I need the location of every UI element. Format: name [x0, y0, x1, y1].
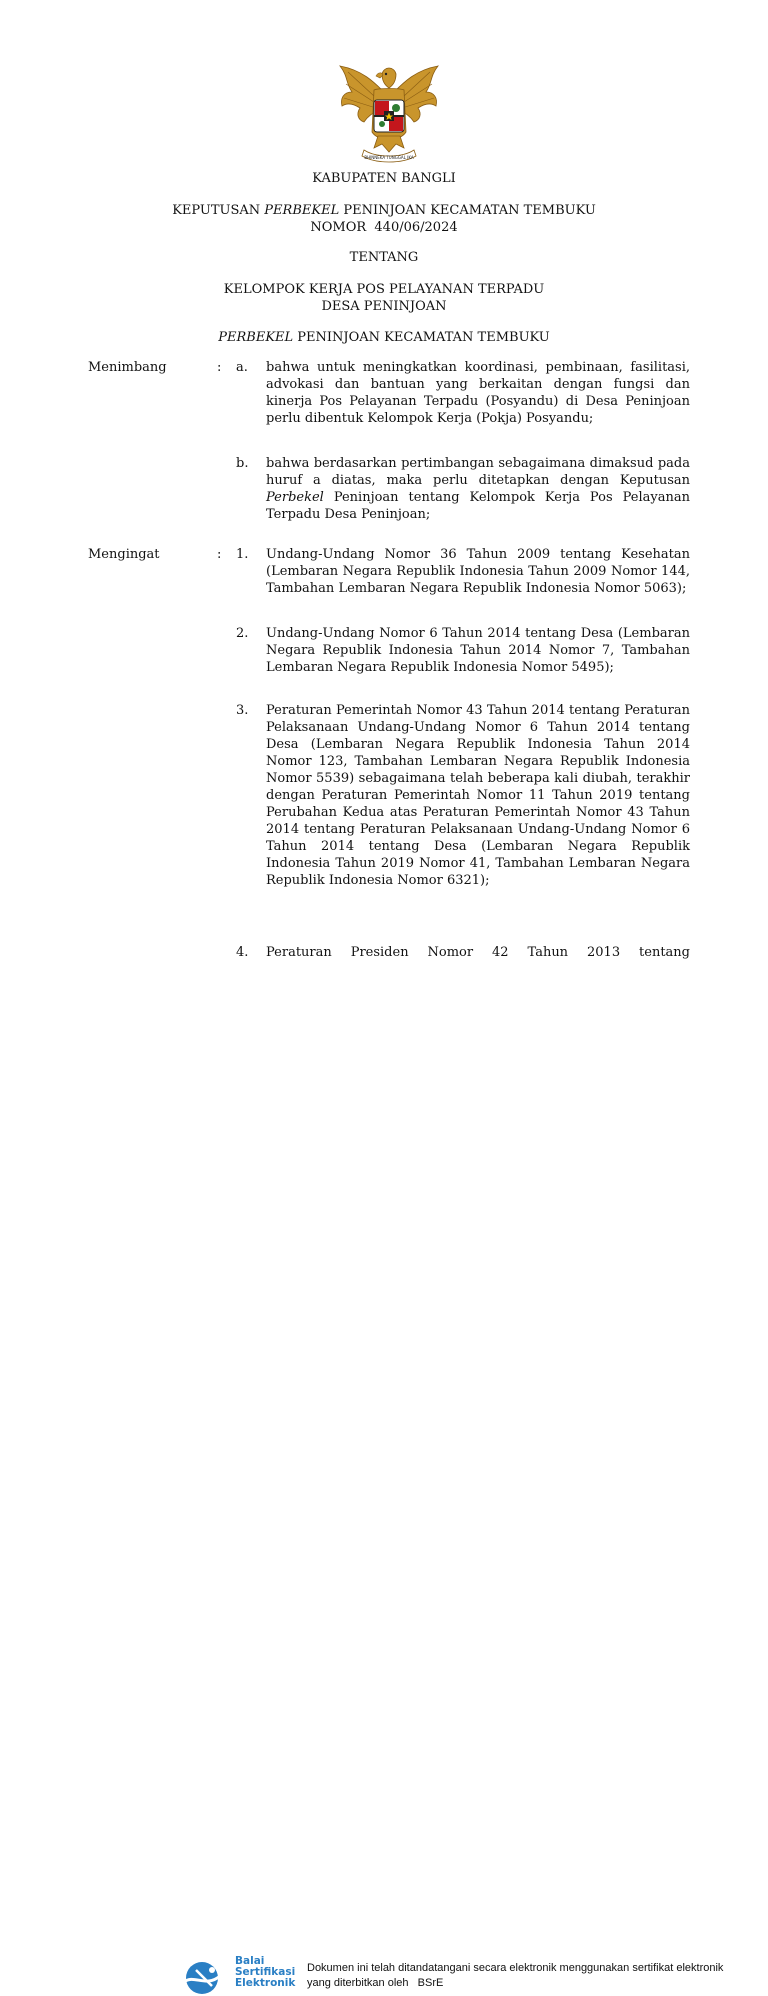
- menimbang-colon: :: [217, 360, 222, 375]
- mengingat-label: Mengingat: [88, 547, 160, 562]
- issuer-title: [0, 329, 768, 346]
- menimbang-marker-b: b.: [236, 456, 249, 471]
- menimbang-item-b-before: bahwa berdasarkan pertimbangan sebagaimana dimaksud pada huruf a diatas, maka perlu ditetapkan dengan Keputusan: [266, 456, 690, 488]
- menimbang-item-b-italic: Perbekel: [266, 490, 324, 505]
- signature-footer: [0, 976, 768, 1989]
- emblem-motto: BHINNEKA TUNGGAL IKA: [364, 155, 414, 160]
- issuer-suffix: PENINJOAN KECAMATAN TEMBUKU: [293, 330, 550, 345]
- mengingat-item-4: Peraturan Presiden Nomor 42 Tahun 2013 tentang: [266, 945, 690, 960]
- decree-italic: PERBEKEL: [264, 203, 340, 218]
- mengingat-marker-3: 3.: [236, 703, 249, 718]
- menimbang-label: Menimbang: [88, 360, 167, 375]
- signature-note-line-2: yang diterbitkan oleh BSrE: [307, 1977, 444, 1989]
- about-heading: TENTANG: [349, 250, 419, 265]
- mengingat-colon: :: [217, 547, 222, 562]
- mengingat-marker-4: 4.: [236, 945, 249, 960]
- mengingat-marker-2: 2.: [236, 626, 249, 641]
- bsre-line-2: Sertifikasi: [235, 1966, 296, 1978]
- bsre-line-1: Balai: [235, 1955, 265, 1967]
- bsre-logo-icon: [176, 1958, 232, 1996]
- subject-line-2: DESA PENINJOAN: [321, 299, 447, 314]
- mengingat-item-3: Peraturan Pemerintah Nomor 43 Tahun 2014 tentang Peraturan Pelaksanaan Undang-Undang Nomor 6 Tahun 2014 tentang Desa (Lembaran Negara Republik Indonesia Tahun 2014 Nomor 123, Tambahan Lembaran Negara Republik Indonesia Nomor 5539) sebagaimana telah beberapa kali diubah, terakhir dengan Peraturan Pemerintah Nomor 11 Tahun 2019 tentang Perubahan Kedua atas Peraturan Pemerintah Nomor 43 Tahun 2014 tentang Peraturan Pelaksanaan Undang-Undang Nomor 6 Tahun 2014 tentang Desa (Lembaran Negara Republik Indonesia Tahun 2019 Nomor 41, Tambahan Lembaran Negara Republik Indonesia Nomor 6321);: [266, 703, 690, 888]
- regency-title: KABUPATEN BANGLI: [312, 171, 456, 186]
- bsre-wordmark: [235, 1956, 295, 1989]
- menimbang-item-b: [266, 455, 690, 523]
- decree-prefix: KEPUTUSAN: [172, 203, 265, 218]
- garuda-pancasila-emblem: [334, 62, 444, 166]
- menimbang-marker-a: a.: [236, 360, 248, 375]
- mengingat-item-2: Undang-Undang Nomor 6 Tahun 2014 tentang Desa (Lembaran Negara Republik Indonesia Tahun 2014 Nomor 7, Tambahan Lembaran Negara Republik Indonesia Nomor 5495);: [266, 626, 690, 675]
- decree-number: NOMOR 440/06/2024: [310, 220, 458, 235]
- decree-suffix: PENINJOAN KECAMATAN TEMBUKU: [339, 203, 596, 218]
- signature-note: [307, 1961, 723, 1991]
- subject-line-1: KELOMPOK KERJA POS PELAYANAN TERPADU: [223, 282, 545, 297]
- mengingat-item-1: Undang-Undang Nomor 36 Tahun 2009 tentang Kesehatan (Lembaran Negara Republik Indonesia Tahun 2009 Nomor 144, Tambahan Lembaran Negara Republik Indonesia Nomor 5063);: [266, 547, 690, 596]
- menimbang-item-b-after: Peninjoan tentang Kelompok Kerja Pos Pelayanan Terpadu Desa Peninjoan;: [266, 490, 690, 522]
- signature-note-line-1: Dokumen ini telah ditandatangani secara elektronik menggunakan sertifikat elektronik: [307, 1962, 724, 1974]
- issuer-italic: PERBEKEL: [218, 330, 294, 345]
- bsre-line-3: Elektronik: [235, 1977, 296, 1989]
- mengingat-marker-1: 1.: [236, 547, 249, 562]
- menimbang-item-a: bahwa untuk meningkatkan koordinasi, pembinaan, fasilitasi, advokasi dan bantuan yang berkaitan dengan fungsi dan kinerja Pos Pelayanan Terpadu (Posyandu) di Desa Peninjoan perlu dibentuk Kelompok Kerja (Pokja) Posyandu;: [266, 360, 690, 426]
- decree-title: [0, 202, 768, 219]
